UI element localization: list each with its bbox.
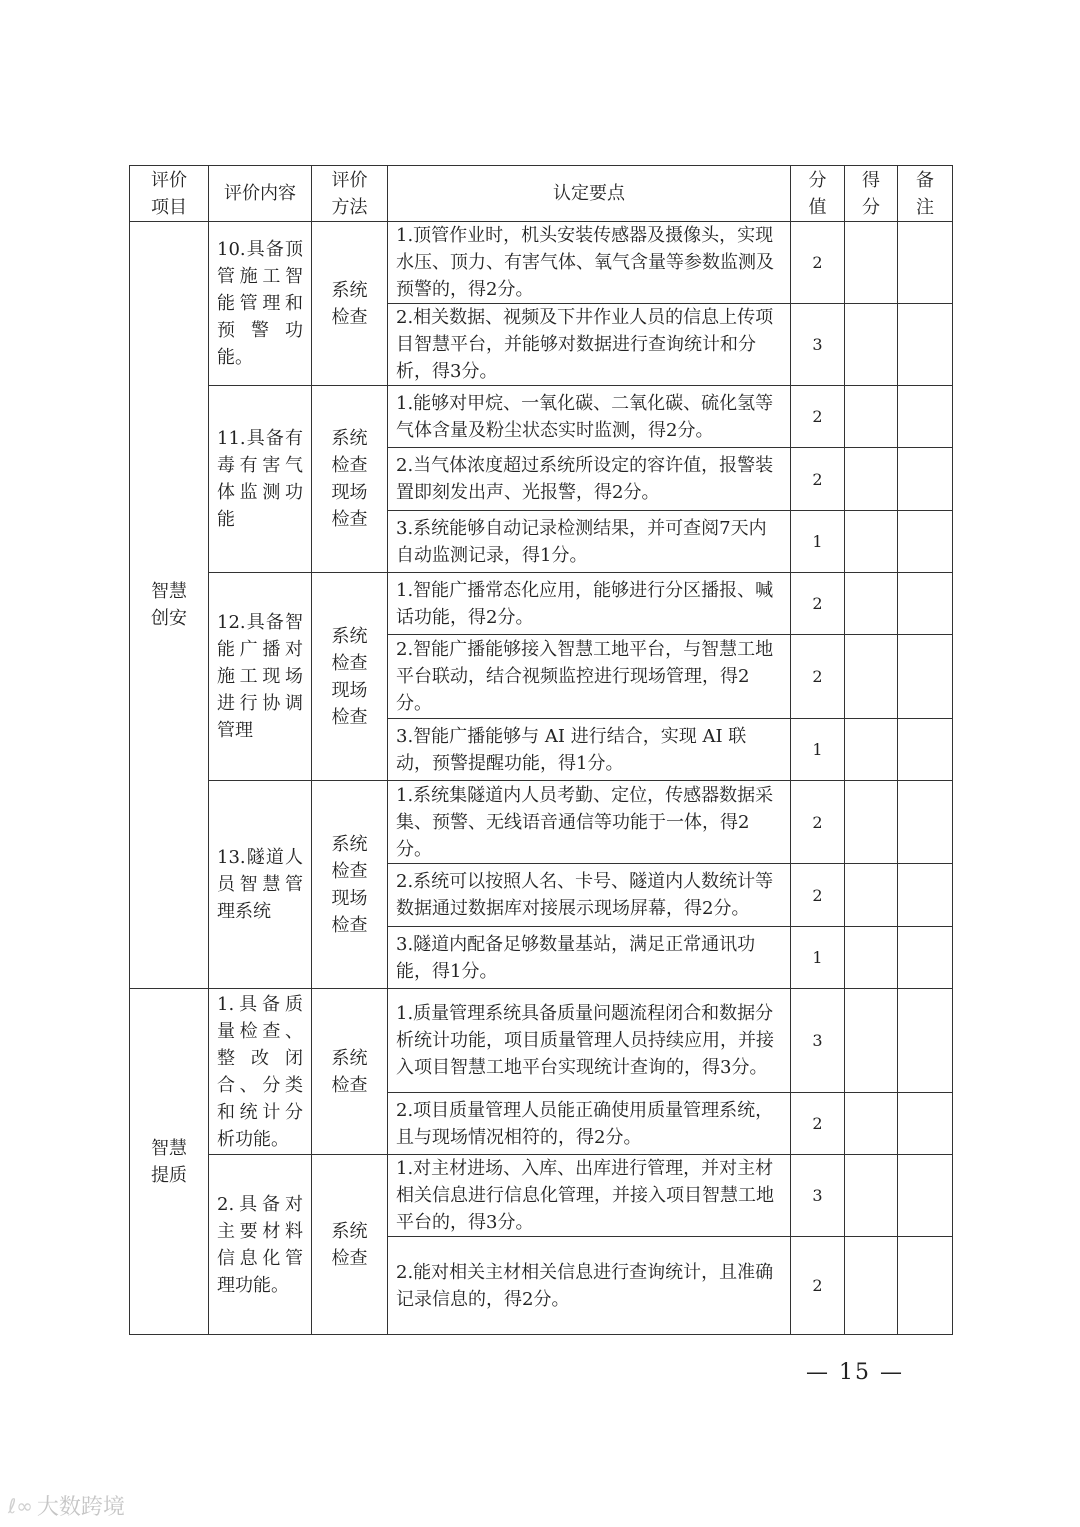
remark-cell bbox=[898, 1237, 953, 1335]
point-cell: 1.顶管作业时，机头安装传感器及摄像头，实现水压、顶力、有害气体、氧气含量等参数监测及预警的，得2分。 bbox=[388, 222, 791, 304]
remark-cell bbox=[898, 864, 953, 927]
watermark bbox=[8, 1490, 125, 1521]
category-cell: 智慧 创安 bbox=[130, 222, 209, 989]
header-got: 得 分 bbox=[845, 166, 898, 222]
method-cell: 系统 检查 bbox=[312, 989, 388, 1155]
got-cell bbox=[845, 511, 898, 573]
score-cell: 3 bbox=[791, 989, 845, 1093]
remark-cell bbox=[898, 222, 953, 304]
header-score: 分 值 bbox=[791, 166, 845, 222]
header-remark: 备 注 bbox=[898, 166, 953, 222]
score-cell: 1 bbox=[791, 719, 845, 781]
score-cell: 2 bbox=[791, 386, 845, 448]
point-cell: 1.能够对甲烷、一氧化碳、二氧化碳、硫化氢等气体含量及粉尘状态实时监测，得2分。 bbox=[388, 386, 791, 448]
score-cell: 2 bbox=[791, 1093, 845, 1155]
score-cell: 2 bbox=[791, 448, 845, 511]
table-row bbox=[130, 573, 953, 635]
content-cell: 1.具备质量检查、整改闭合、分类和统计分析功能。 bbox=[209, 989, 312, 1155]
method-cell: 系统 检查 现场 检查 bbox=[312, 573, 388, 781]
score-cell: 3 bbox=[791, 304, 845, 386]
content-cell: 12.具备智能广播对施工现场进行协调管理 bbox=[209, 573, 312, 781]
score-cell: 1 bbox=[791, 511, 845, 573]
got-cell bbox=[845, 448, 898, 511]
score-cell: 2 bbox=[791, 635, 845, 719]
method-cell: 系统 检查 bbox=[312, 222, 388, 386]
score-cell: 2 bbox=[791, 573, 845, 635]
remark-cell bbox=[898, 989, 953, 1093]
remark-cell bbox=[898, 927, 953, 989]
point-cell: 3.智能广播能够与 AI 进行结合，实现 AI 联动，预警提醒功能，得1分。 bbox=[388, 719, 791, 781]
remark-cell bbox=[898, 1155, 953, 1237]
remark-cell bbox=[898, 573, 953, 635]
got-cell bbox=[845, 781, 898, 864]
header-category: 评价 项目 bbox=[130, 166, 209, 222]
point-cell: 3.隧道内配备足够数量基站，满足正常通讯功能，得1分。 bbox=[388, 927, 791, 989]
point-cell: 1.智能广播常态化应用，能够进行分区播报、喊话功能，得2分。 bbox=[388, 573, 791, 635]
category-cell: 智慧 提质 bbox=[130, 989, 209, 1335]
got-cell bbox=[845, 1155, 898, 1237]
point-cell: 2.当气体浓度超过系统所设定的容许值，报警装置即刻发出声、光报警，得2分。 bbox=[388, 448, 791, 511]
point-cell: 2.智能广播能够接入智慧工地平台，与智慧工地平台联动，结合视频监控进行现场管理，得2分。 bbox=[388, 635, 791, 719]
table-header-row bbox=[130, 166, 953, 222]
score-cell: 2 bbox=[791, 1237, 845, 1335]
content-cell: 10.具备顶管施工智能管理和预警功能。 bbox=[209, 222, 312, 386]
point-cell: 1.质量管理系统具备质量问题流程闭合和数据分析统计功能，项目质量管理人员持续应用，并接入项目智慧工地平台实现统计查询的，得3分。 bbox=[388, 989, 791, 1093]
got-cell bbox=[845, 719, 898, 781]
got-cell bbox=[845, 304, 898, 386]
evaluation-table bbox=[129, 165, 953, 1335]
score-cell: 1 bbox=[791, 927, 845, 989]
got-cell bbox=[845, 573, 898, 635]
remark-cell bbox=[898, 719, 953, 781]
point-cell: 2.相关数据、视频及下井作业人员的信息上传项目智慧平台，并能够对数据进行查询统计和分析，得3分。 bbox=[388, 304, 791, 386]
got-cell bbox=[845, 222, 898, 304]
remark-cell bbox=[898, 781, 953, 864]
watermark-logo-icon: ℓ∞ bbox=[8, 1493, 33, 1518]
table-row bbox=[130, 222, 953, 304]
remark-cell bbox=[898, 386, 953, 448]
remark-cell bbox=[898, 1093, 953, 1155]
got-cell bbox=[845, 864, 898, 927]
watermark-text: 大数跨境 bbox=[36, 1495, 125, 1520]
content-cell: 11.具备有毒有害气体监测功能 bbox=[209, 386, 312, 573]
content-cell: 2.具备对主要材料信息化管理功能。 bbox=[209, 1155, 312, 1335]
got-cell bbox=[845, 1093, 898, 1155]
remark-cell bbox=[898, 304, 953, 386]
score-cell: 2 bbox=[791, 781, 845, 864]
got-cell bbox=[845, 635, 898, 719]
remark-cell bbox=[898, 511, 953, 573]
point-cell: 3.系统能够自动记录检测结果，并可查阅7天内自动监测记录，得1分。 bbox=[388, 511, 791, 573]
score-cell: 2 bbox=[791, 222, 845, 304]
header-method: 评价 方法 bbox=[312, 166, 388, 222]
got-cell bbox=[845, 1237, 898, 1335]
page-number: — 15 — bbox=[806, 1360, 904, 1385]
table-body bbox=[130, 222, 953, 1335]
got-cell bbox=[845, 386, 898, 448]
remark-cell bbox=[898, 635, 953, 719]
point-cell: 2.系统可以按照人名、卡号、隧道内人数统计等数据通过数据库对接展示现场屏幕，得2分。 bbox=[388, 864, 791, 927]
point-cell: 2.项目质量管理人员能正确使用质量管理系统，且与现场情况相符的，得2分。 bbox=[388, 1093, 791, 1155]
table-row bbox=[130, 386, 953, 448]
table-row bbox=[130, 781, 953, 864]
point-cell: 1.系统集隧道内人员考勤、定位，传感器数据采集、预警、无线语音通信等功能于一体，得2分。 bbox=[388, 781, 791, 864]
method-cell: 系统 检查 现场 检查 bbox=[312, 781, 388, 989]
got-cell bbox=[845, 927, 898, 989]
remark-cell bbox=[898, 448, 953, 511]
got-cell bbox=[845, 989, 898, 1093]
method-cell: 系统 检查 bbox=[312, 1155, 388, 1335]
content-cell: 13.隧道人员智慧管理系统 bbox=[209, 781, 312, 989]
header-points: 认定要点 bbox=[388, 166, 791, 222]
header-content: 评价内容 bbox=[209, 166, 312, 222]
table-row bbox=[130, 1155, 953, 1237]
point-cell: 2.能对相关主材相关信息进行查询统计，且准确记录信息的，得2分。 bbox=[388, 1237, 791, 1335]
table-row bbox=[130, 989, 953, 1093]
point-cell: 1.对主材进场、入库、出库进行管理，并对主材相关信息进行信息化管理，并接入项目智慧工地平台的，得3分。 bbox=[388, 1155, 791, 1237]
method-cell: 系统 检查 现场 检查 bbox=[312, 386, 388, 573]
score-cell: 3 bbox=[791, 1155, 845, 1237]
score-cell: 2 bbox=[791, 864, 845, 927]
